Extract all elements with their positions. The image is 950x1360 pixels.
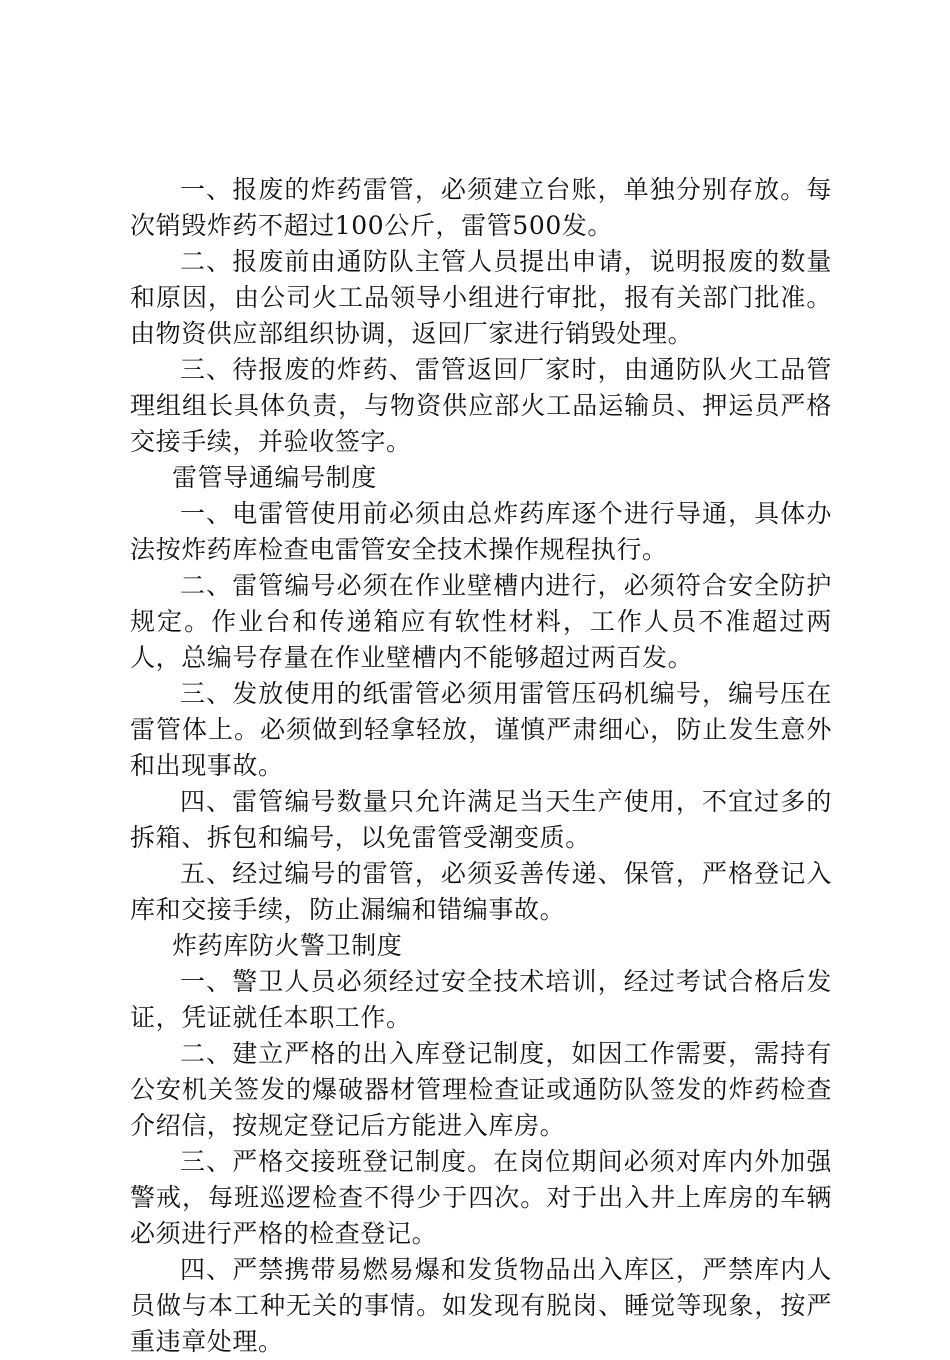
paragraph-code-press: 三、发放使用的纸雷管必须用雷管压码机编号，编号压在雷管体上。必须做到轻拿轻放，谨慎严肃细心，防止发生意外和出现事故。: [130, 679, 832, 780]
paragraph-shift-handover: 三、严格交接班登记制度。在岗位期间必须对库内外加强警戒，每班巡逻检查不得少于四次。对于出入井上库房的车辆必须进行严格的检查登记。: [130, 1147, 832, 1248]
paragraph-prohibited-items: 四、严禁携带易燃易爆和发货物品出入库区，严禁库内人员做与本工种无关的事情。如发现有脱岗、睡觉等现象，按严重违章处理。: [130, 1255, 832, 1356]
paragraph-numbered-handling: 五、经过编号的雷管，必须妥善传递、保管，严格登记入库和交接手续，防止漏编和错编事故。: [130, 859, 832, 924]
paragraph-entry-registration: 二、建立严格的出入库登记制度，如因工作需要，需持有公安机关签发的爆破器材管理检查证或通防队签发的炸药检查介绍信，按规定登记后方能进入库房。: [130, 1039, 832, 1140]
paragraph-conduction-test: 一、电雷管使用前必须由总炸药库逐个进行导通，具体办法按炸药库检查电雷管安全技术操作规程执行。: [130, 499, 832, 564]
document-body: [130, 172, 832, 1360]
section-heading-detonator-numbering: 雷管导通编号制度: [172, 463, 377, 492]
paragraph-scrap-return: 三、待报废的炸药、雷管返回厂家时，由通防队火工品管理组组长具体负责，与物资供应部火工品运输员、押运员严格交接手续，并验收签字。: [130, 355, 832, 456]
paragraph-numbering-quantity: 四、雷管编号数量只允许满足当天生产使用，不宜过多的拆箱、拆包和编号，以免雷管受潮变质。: [130, 787, 832, 852]
paragraph-guard-training: 一、警卫人员必须经过安全技术培训，经过考试合格后发证，凭证就任本职工作。: [130, 967, 832, 1032]
section-heading-fire-guard: 炸药库防火警卫制度: [172, 931, 403, 960]
paragraph-scrap-ledger: 一、报废的炸药雷管，必须建立台账，单独分别存放。每次销毁炸药不超过100公斤，雷管500发。: [130, 175, 832, 240]
paragraph-numbering-location: 二、雷管编号必须在作业壁槽内进行，必须符合安全防护规定。作业台和传递箱应有软性材料，工作人员不准超过两人，总编号存量在作业壁槽内不能够超过两百发。: [130, 571, 832, 672]
paragraph-scrap-application: 二、报废前由通防队主管人员提出申请，说明报废的数量和原因，由公司火工品领导小组进行审批，报有关部门批准。由物资供应部组织协调，返回厂家进行销毁处理。: [130, 247, 832, 348]
